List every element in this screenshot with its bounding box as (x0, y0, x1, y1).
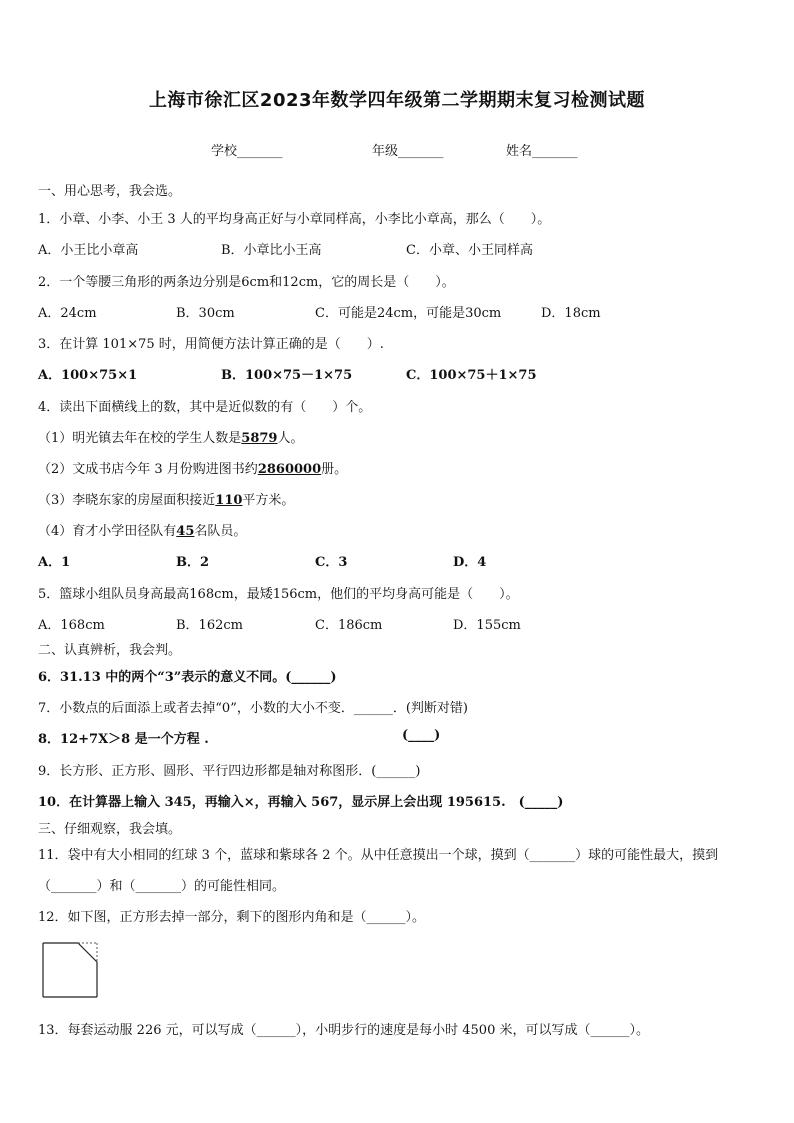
q2-option-d: D．18cm (541, 306, 601, 321)
q3-option-a: A．100×75×1 (38, 368, 138, 383)
q4-item-2-pre: （2）文成书店今年 3 月份购进图书约 (38, 462, 258, 477)
question-2: 2．一个等腰三角形的两条边分别是6cm和12cm，它的周长是（ ）。 (38, 275, 455, 290)
question-4: 4．读出下面横线上的数，其中是近似数的有（ ）个。 (38, 400, 372, 415)
question-3: 3．在计算 101×75 时，用简便方法计算正确的是（ ）. (38, 337, 384, 352)
section-heading-3: 三、仔细观察，我会填。 (38, 822, 182, 837)
q4-item-1-post: 人。 (277, 431, 304, 446)
school-field: 学校_______ (211, 144, 283, 159)
q4-item-2-number: 2860000 (257, 462, 322, 477)
q5-option-a: A．168cm (38, 618, 105, 633)
q3-option-c: C．100×75＋1×75 (406, 368, 537, 383)
q5-option-c: C．186cm (315, 618, 383, 633)
q1-option-c: C．小章、小王同样高 (406, 243, 533, 258)
q1-option-b: B．小章比小王高 (221, 243, 322, 258)
question-1: 1．小章、小李、小王 3 人的平均身高正好与小章同样高，小李比小章高，那么（ ）。 (38, 212, 551, 227)
q4-item-3-number: 110 (215, 493, 243, 508)
q4-item-4-number: 45 (176, 524, 195, 539)
q4-item-4 (38, 520, 246, 539)
section-heading-2: 二、认真辨析，我会判。 (38, 643, 182, 658)
q1-option-a: A．小王比小章高 (38, 243, 139, 258)
q5-option-d: D．155cm (453, 618, 521, 633)
q4-item-4-pre: （4）育才小学田径队有 (38, 524, 177, 539)
q4-item-4-post: 名队员。 (194, 524, 247, 539)
q4-item-1 (38, 427, 303, 446)
question-10: 10．在计算器上输入 345，再输入×，再输入 567，显示屏上会出现 195615. (_____) (38, 795, 564, 810)
q2-option-c: C．可能是24cm，可能是30cm (315, 306, 502, 321)
question-11-line-2: （_______）和（_______）的可能性相同。 (38, 879, 286, 894)
grade-field: 年级_______ (372, 144, 444, 159)
question-5: 5．篮球小组队员身高最高168cm，最矮156cm，他们的平均身高可能是（ ）。 (38, 587, 519, 602)
question-6: 6．31.13 中的两个“3”表示的意义不同。(______) (38, 670, 337, 685)
q2-option-b: B．30cm (176, 306, 235, 321)
question-11-line-1: 11．袋中有大小相同的红球 3 个，蓝球和紫球各 2 个。从中任意摸出一个球，摸到（_______）球的可能性最大，摸到 (38, 848, 719, 863)
q8-answer-blank: (____) (402, 728, 441, 743)
question-13: 13．每套运动服 226 元，可以写成（______），小明步行的速度是每小时 4500 米，可以写成（______）。 (38, 1023, 649, 1038)
q4-item-1-number: 5879 (241, 431, 278, 446)
q4-option-d: D．4 (453, 555, 487, 570)
q4-item-3-pre: （3）李晓东家的房屋面积接近 (38, 493, 216, 508)
question-7: 7．小数点的后面添上或者去掉“0”，小数的大小不变．______．(判断对错) (38, 701, 468, 716)
q4-item-2 (38, 458, 347, 477)
q4-item-1-pre: （1）明光镇去年在校的学生人数是 (38, 431, 242, 446)
section-heading-1: 一、用心思考，我会选。 (38, 184, 182, 199)
question-9: 9．长方形、正方形、圆形、平行四边形都是轴对称图形．(______) (38, 764, 421, 779)
cut-square-figure (40, 940, 100, 1000)
name-field: 姓名_______ (506, 144, 578, 159)
question-8: 8．12+7X＞8 是一个方程 . (38, 732, 209, 747)
q4-option-c: C．3 (315, 555, 348, 570)
q4-item-3-post: 平方米。 (242, 493, 295, 508)
q4-item-3 (38, 489, 294, 508)
q5-option-b: B．162cm (176, 618, 243, 633)
q4-option-a: A．1 (38, 555, 71, 570)
q3-option-b: B．100×75－1×75 (221, 368, 353, 383)
q4-option-b: B．2 (176, 555, 210, 570)
q2-option-a: A．24cm (38, 306, 97, 321)
question-12: 12．如下图，正方形去掉一部分，剩下的图形内角和是（______）。 (38, 910, 426, 925)
document-title: 上海市徐汇区2023年数学四年级第二学期期末复习检测试题 (148, 90, 646, 111)
q4-item-2-post: 册。 (321, 462, 348, 477)
